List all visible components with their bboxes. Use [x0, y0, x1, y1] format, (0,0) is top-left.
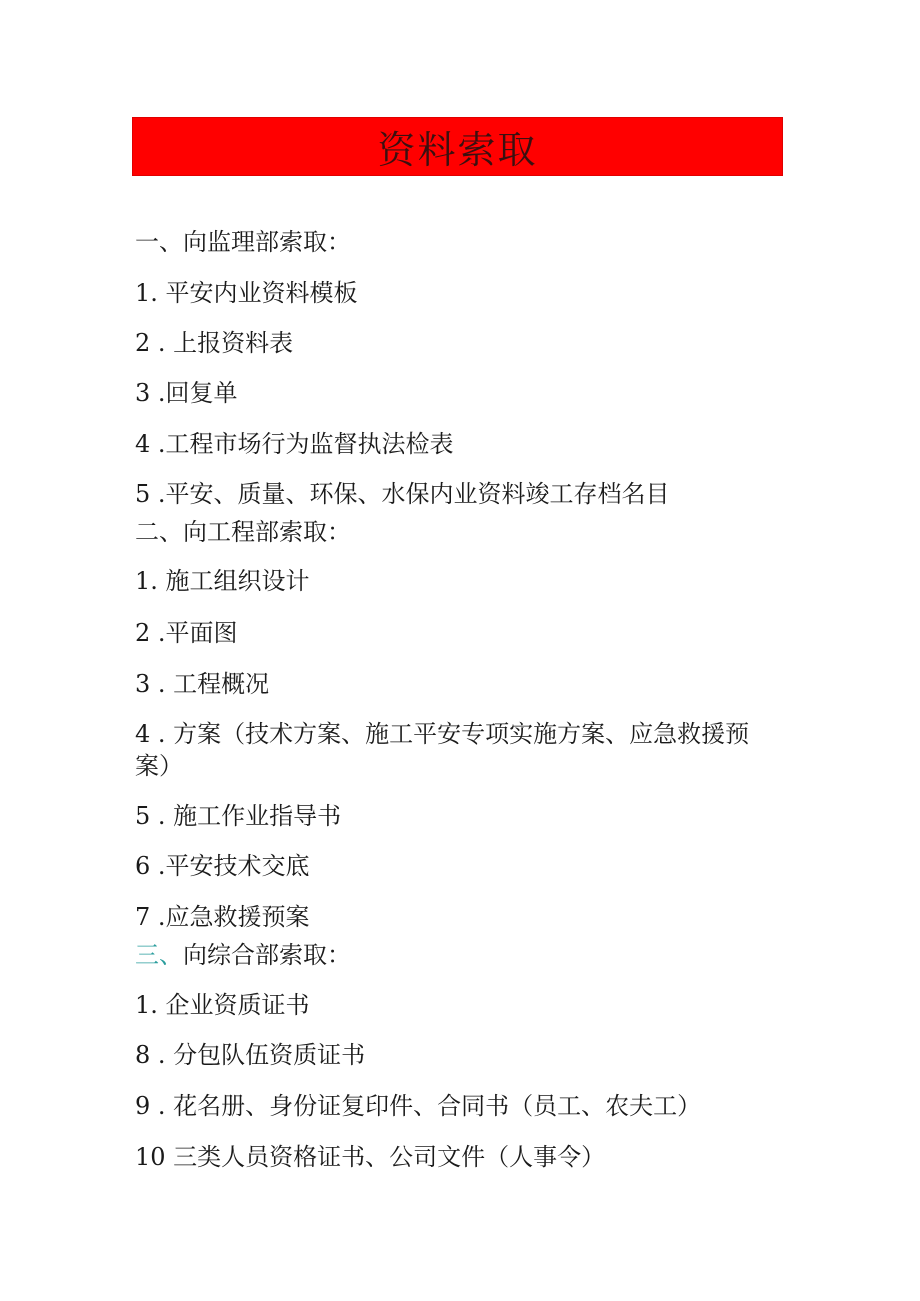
list-item: 2 .平面图 — [135, 619, 238, 647]
page-title: 资料索取 — [377, 128, 538, 172]
section-heading-general — [135, 941, 795, 969]
list-item: 1. 平安内业资料模板 — [135, 279, 358, 307]
section-title: 向工程部索取： — [183, 518, 351, 546]
list-item: 10 三类人员资格证书、公司文件（人事令） — [135, 1143, 606, 1171]
list-item: 3 .回复单 — [135, 379, 238, 407]
list-item: 6 .平安技术交底 — [135, 852, 310, 880]
section-title: 向监理部索取： — [183, 228, 351, 256]
list-item: 1. 施工组织设计 — [135, 567, 310, 595]
list-item: 9 . 花名册、身份证复印件、合同书（员工、农夫工） — [135, 1092, 702, 1120]
section-number: 三、 — [135, 941, 183, 969]
list-item: 4 . 方案（技术方案、施工平安专项实施方案、应急救援预案） — [135, 720, 750, 780]
section-heading-supervision — [135, 228, 795, 256]
list-item: 2 . 上报资料表 — [135, 329, 294, 357]
list-item: 8 . 分包队伍资质证书 — [135, 1041, 366, 1069]
section-heading-engineering — [135, 518, 795, 546]
section-number: 二、 — [135, 518, 183, 546]
list-item: 7 .应急救援预案 — [135, 903, 310, 931]
list-item: 4 .工程市场行为监督执法检表 — [135, 430, 454, 458]
title-banner — [132, 117, 783, 176]
list-item: 5 . 施工作业指导书 — [135, 802, 342, 830]
section-title: 向综合部索取： — [183, 941, 351, 969]
list-item: 5 .平安、质量、环保、水保内业资料竣工存档名目 — [135, 480, 670, 508]
section-number: 一、 — [135, 228, 183, 256]
list-item: 3 . 工程概况 — [135, 670, 270, 698]
list-item: 1. 企业资质证书 — [135, 991, 310, 1019]
